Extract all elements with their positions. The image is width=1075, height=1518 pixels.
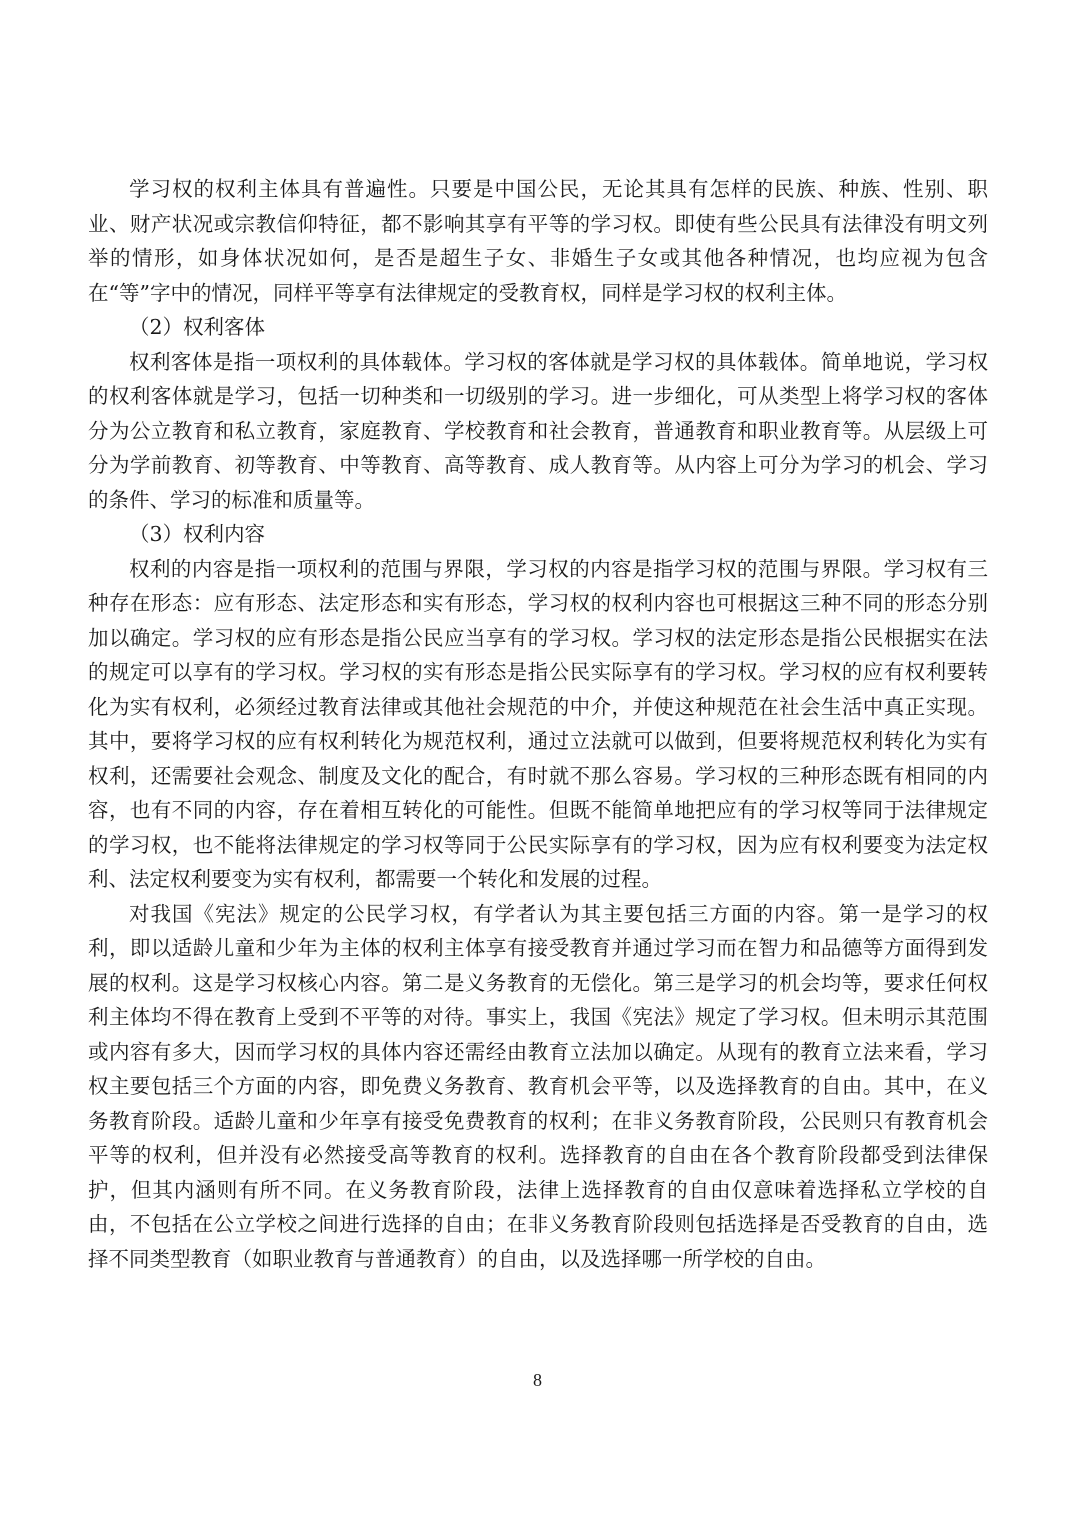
paragraph-rights-content: 权利的内容是指一项权利的范围与界限，学习权的内容是指学习权的范围与界限。学习权有三种存在形态：应有形态、法定形态和实有形态，学习权的权利内容也可根据这三种不同的形态分别加以确定。学习权的应有形态是指公民应当享有的学习权。学习权的法定形态是指公民根据实在法的规定可以享有的学习权。学习权的实有形态是指公民实际享有的学习权。学习权的应有权利要转化为实有权利，必须经过教育法律或其他社会规范的中介，并使这种规范在社会生活中真正实现。其中，要将学习权的应有权利转化为规范权利，通过立法就可以做到，但要将规范权利转化为实有权利，还需要社会观念、制度及文化的配合，有时就不那么容易。学习权的三种形态既有相同的内容，也有不同的内容，存在着相互转化的可能性。但既不能简单地把应有的学习权等同于法律规定的学习权，也不能将法律规定的学习权等同于公民实际享有的学习权，因为应有权利要变为法定权利、法定权利要变为实有权利，都需要一个转化和发展的过程。 [88,556,988,891]
paragraph-rights-object: 权利客体是指一项权利的具体载体。学习权的客体就是学习权的具体载体。简单地说，学习权的权利客体就是学习，包括一切种类和一切级别的学习。进一步细化，可从类型上将学习权的客体分为公立教育和私立教育，家庭教育、学校教育和社会教育，普通教育和职业教育等。从层级上可分为学前教育、初等教育、中等教育、高等教育、成人教育等。从内容上可分为学习的机会、学习的条件、学习的标准和质量等。 [88,349,988,512]
page-number: 8 [533,1370,542,1390]
heading-rights-object: （2）权利客体 [129,315,266,339]
heading-rights-content: （3）权利内容 [129,522,266,546]
paragraph-rights-subject: 学习权的权利主体具有普遍性。只要是中国公民，无论其具有怎样的民族、种族、性别、职业、财产状况或宗教信仰特征，都不影响其享有平等的学习权。即使有些公民具有法律没有明文列举的情形，如身体状况如何，是否是超生子女、非婚生子女或其他各种情况，也均应视为包含在“等”字中的情况，同样平等享有法律规定的受教育权，同样是学习权的权利主体。 [88,177,988,305]
page-body [88,172,988,1276]
paragraph-constitution-learning-right: 对我国《宪法》规定的公民学习权，有学者认为其主要包括三方面的内容。第一是学习的权利，即以适龄儿童和少年为主体的权利主体享有接受教育并通过学习而在智力和品德等方面得到发展的权利。这是学习权核心内容。第二是义务教育的无偿化。第三是学习的机会均等，要求任何权利主体均不得在教育上受到不平等的对待。事实上，我国《宪法》规定了学习权。但未明示其范围或内容有多大，因而学习权的具体内容还需经由教育立法加以确定。从现有的教育立法来看，学习权主要包括三个方面的内容，即免费义务教育、教育机会平等，以及选择教育的自由。其中，在义务教育阶段。适龄儿童和少年享有接受免费教育的权利；在非义务教育阶段，公民则只有教育机会平等的权利，但并没有必然接受高等教育的权利。选择教育的自由在各个教育阶段都受到法律保护，但其内涵则有所不同。在义务教育阶段，法律上选择教育的自由仅意味着选择私立学校的自由，不包括在公立学校之间进行选择的自由；在非义务教育阶段则包括选择是否受教育的自由，选择不同类型教育（如职业教育与普通教育）的自由，以及选择哪一所学校的自由。 [88,901,988,1271]
